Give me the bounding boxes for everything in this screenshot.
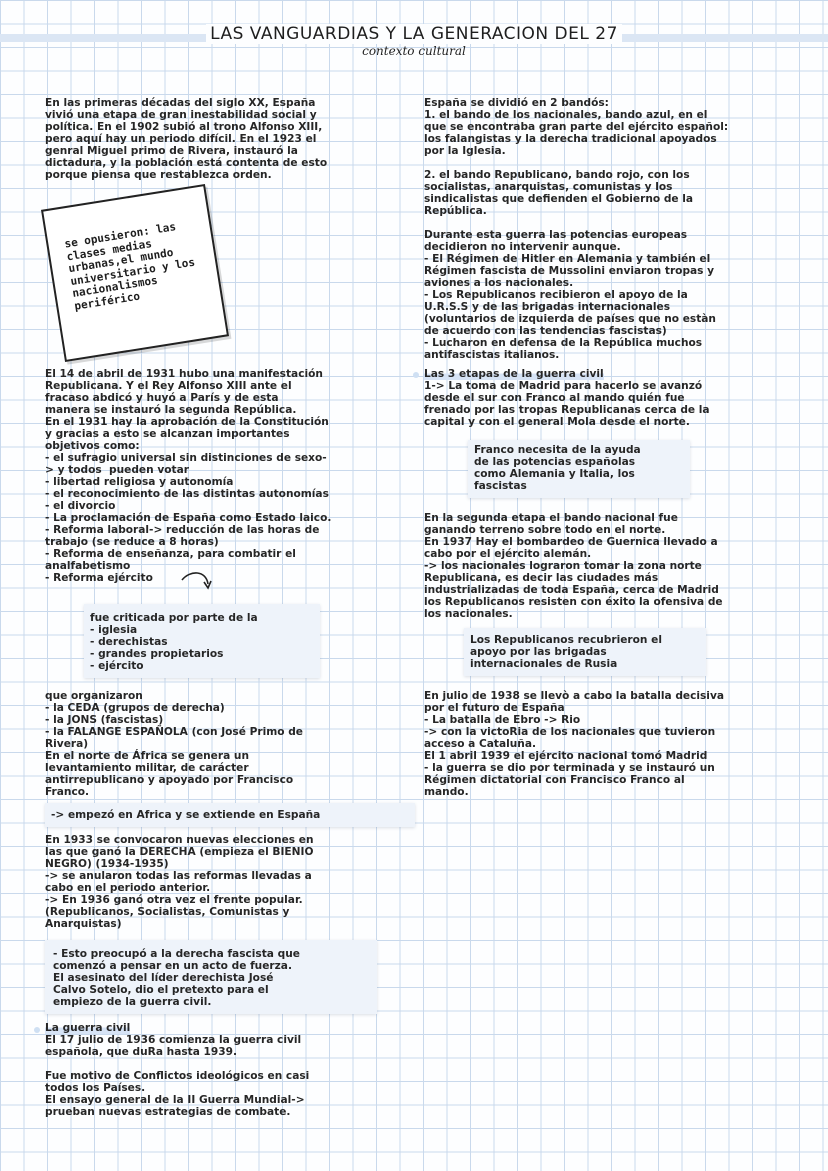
republic-paragraph: El 14 de abril de 1931 hubo una manifestación Republicana. Y el Rey Alfonso XIII ante el fracaso abdicó y huyó a París y de esta manera se instauró la segunda República. En el 1931 hay la aprobación de la Constitución y gracias a esto se alcanzan importantes objetivos como: - el sufragio universal sin distinciones de sexo- > y todos pueden votar - libertad religiosa y autonomía - el reconocimiento de las distintas autonomías - el divorcio - La proclamación de España como Estado laico. - Reforma laboral-> reducción de las horas de trabajo (se reduce a 8 horas) - Reforma de enseñanza, para combatir el analfabetismo - Reforma ejército (45, 368, 332, 584)
page-subtitle: contexto cultural (362, 44, 466, 58)
criticized-box-text: fue criticada por parte de la - iglesia - derechistas - grandes propietarios - ejército (90, 612, 258, 672)
intro-paragraph: En las primeras décadas del siglo XX, España vivió una etapa de gran inestabilidad social y política. En el 1902 subió al trono Alfonso XIII, pero aquí hay un periodo difícil. En el 1923 el genral Miguel primo de Rivera, instauró la dictadura, y la población está contenta de esto porque piensa que restablezca orden. (45, 97, 328, 181)
fascist-box-text: - Esto preocupó a la derecha fascista que comenzó a pensar en un acto de fuerza. El asesinato del líder derechista José Calvo Sotelo, dio el pretexto para el empiezo de la guerra civil. (53, 948, 300, 1008)
franco-box-text: Franco necesita de la ayuda de las potencias españolas como Alemania y Italia, los fascistas (474, 444, 641, 492)
organized-paragraph: que organizaron - la CEDA (grupos de derecha) - la JONS (fascistas) - la FALANGE ESPAÑOLA (con José Primo de Rivera) En el norte de África se genera un levantamiento militar, de carácter antirrepublicano y apoyado por Francisco Franco. (45, 690, 303, 798)
criticized-box (84, 604, 320, 678)
civil-war-paragraph: El 17 julio de 1936 comienza la guerra civil española, que duRa hasta 1939. Fue motivo de Conflictos ideológicos en casi todos los Países. El ensayo general de la II Guerra Mundial-> prueban nuevas estrategias de combate. (45, 1034, 310, 1118)
stages-paragraph: 1-> La toma de Madrid para hacerlo se avanzó desde el sur con Franco al mando quién fue frenado por las tropas Republicanas cerca de la capital y con el general Mola desde el norte. (424, 380, 710, 428)
second-stage-paragraph: En la segunda etapa el bando nacional fue ganando terreno sobre todo en el norte. En 1937 Hay el bombardeo de Guernica llevado a cabo por el ejército alemán. -> los nacionales lograron tomar la zona norte Republicana, es decir las ciudades más industrializadas de toda España, cerca de Madrid los Republicanos resisten con éxito la ofensiva de los nacionales. (424, 512, 723, 620)
fascist-box (45, 940, 377, 1014)
civil-war-heading: La guerra civil (45, 1022, 131, 1034)
stages-heading: Las 3 etapas de la guerra civil (424, 368, 604, 380)
page-title-text: LAS VANGUARDIAS Y LA GENERACION DEL 27 (206, 24, 622, 44)
africa-box-text: -> empezó en Africa y se extiende en España (51, 809, 321, 821)
africa-box (45, 803, 415, 827)
republicans-box-text: Los Republicanos recubrieron el apoyo por las brigadas internacionales de Rusia (470, 634, 662, 670)
heading-dot (413, 372, 419, 378)
elections-paragraph: En 1933 se convocaron nuevas elecciones en las que ganó la DERECHA (empieza el BIENIO NEGRO) (1934-1935) -> se anularon todas las reformas llevadas a cabo en el periodo anterior. -> En 1936 ganó otra vez el frente popular. (Republicanos, Socialistas, Comunistas y Anarquistas) (45, 834, 314, 930)
heading-dot (34, 1027, 40, 1033)
sticky-note-text: se opusieron: las clases medias urbanas,el mundo universitario y los nacionalismos periférico (63, 220, 196, 313)
sides-paragraph: España se dividió en 2 bandós: 1. el bando de los nacionales, bando azul, en el que se encontraba gran parte del ejército español: los falangistas y la derecha tradicional apoyados por la Iglesia. 2. el bando Republicano, bando rojo, con los socialistas, anarquistas, comunistas y los sindicalistas que defienden el Gobierno de la República. Durante esta guerra las potencias europeas decidieron no intervenir aunque. - El Régimen de Hitler en Alemania y también el Régimen fascista de Mussolini enviaron tropas y aviones a los nacionales. - Los Republicanos recibieron el apoyo de la U.R.S.S y de las brigadas internacionales (voluntarios de izquierda de países que no estàn de acuerdo con las tendencias fascistas) - Lucharon en defensa de la República muchos antifascistas italianos. (424, 97, 729, 361)
franco-box (468, 440, 690, 498)
ebro-paragraph: En julio de 1938 se llevò a cabo la batalla decisiva por el futuro de España - La batalla de Ebro -> Rio -> con la victoRia de los nacionales que tuvieron acceso a Cataluña. El 1 abril 1939 el ejército nacional tomó Madrid - la guerra se dio por terminada y se instauró un Régimen dictatorial con Francisco Franco al mando. (424, 690, 724, 798)
sticky-note (41, 184, 229, 362)
page-title (0, 24, 828, 44)
republicans-box (464, 628, 706, 676)
curved-arrow-icon (180, 570, 216, 596)
